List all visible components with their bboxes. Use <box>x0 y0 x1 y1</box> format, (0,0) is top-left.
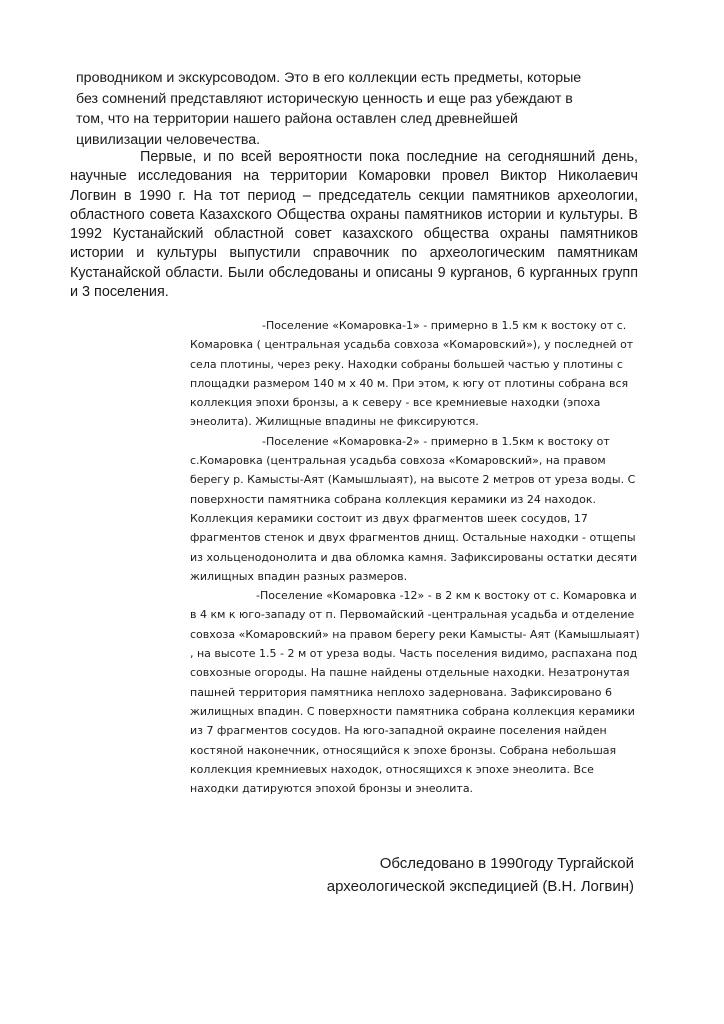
settlement-komarovka-2: -Поселение «Комаровка-2» - примерно в 1.5км к востоку от с.Комаровка (центральная усадьба совхоза «Комаровский», на правом берегу р. Камысты-Аят (Камышлыаят), на высоте 2 метров от уреза воды. С поверхности памятника собрана коллекция керамики из 24 находок. Коллекция керамики состоит из двух фрагментов шеек сосудов, 17 фрагментов стенок и двух фрагментов днищ. Остальные находки - отщепы из хольценодонолита и два обломка камня. Зафиксированы остатки десяти жилищных впадин разных размеров. <box>190 434 638 583</box>
intro-paragraph: проводником и экскурсоводом. Это в его коллекции есть предметы, которые без сомнений представляют историческую ценность и еще раз убеждают в том, что на территории нашего района оставлен след древнейшей цивилизации человечества. <box>76 70 582 148</box>
settlement-komarovka-1: -Поселение «Комаровка-1» - примерно в 1.5 км к востоку от с. Комаровка ( центральная усадьба совхоза «Комаровский»), у последней от села плотины, через реку. Находки собраны большей частью у плотины с площадки размером 140 м х 40 м. При этом, к югу от плотины собрана вся коллекция эпохи бронзы, а к северу - все кремниевые находки (эпоха энеолита). Жилищные впадины не фиксируются. <box>190 319 634 429</box>
main-paragraph: Первые, и по всей вероятности пока последние на сегодняшний день, научные исследования на территории Комаровки провел Виктор Николаевич Логвин в 1990 г. На тот период – председатель секции памятников археологии, областного совета Казахского Общества охраны памятников истории и культуры. В 1992 Кустанайский областной совет казахского общества охраны памятников истории и культуры выпустили справочник по археологическим памятникам Кустанайской области. Были обследованы и описаны 9 курганов, 6 курганных групп и 3 поселения. <box>70 149 638 301</box>
footer-line-2: археологической экспедицией (В.Н. Логвин) <box>326 878 634 895</box>
settlement-komarovka-12: -Поселение «Комаровка -12» - в 2 км к востоку от с. Комаровка и в 4 км к юго-западу от п. Первомайский -центральная усадьба и отделение совхоза «Комаровский» на правом берегу реки Камысты- Аят (Камышлыаят) , на высоте 1.5 - 2 м от уреза воды. Часть поселения видимо, распахана под совхозные огороды. На пашне найдены отдельные находки. Незатронутая пашней территория памятника неплохо задернована. Зафиксировано 6 жилищных впадин. С поверхности памятника собрана коллекция керамики из 7 фрагментов сосудов. На юго-западной окраине поселения найден костяной наконечник, относящийся к эпохе бронзы. Собрана небольшая коллекция кремниевых находок, относящихся к эпохе энеолита. Все находки датируются эпохой бронзы и энеолита. <box>190 589 640 796</box>
survey-footer <box>214 852 634 898</box>
settlements-list <box>190 316 642 798</box>
footer-line-1: Обследовано в 1990году Тургайской <box>379 855 634 872</box>
